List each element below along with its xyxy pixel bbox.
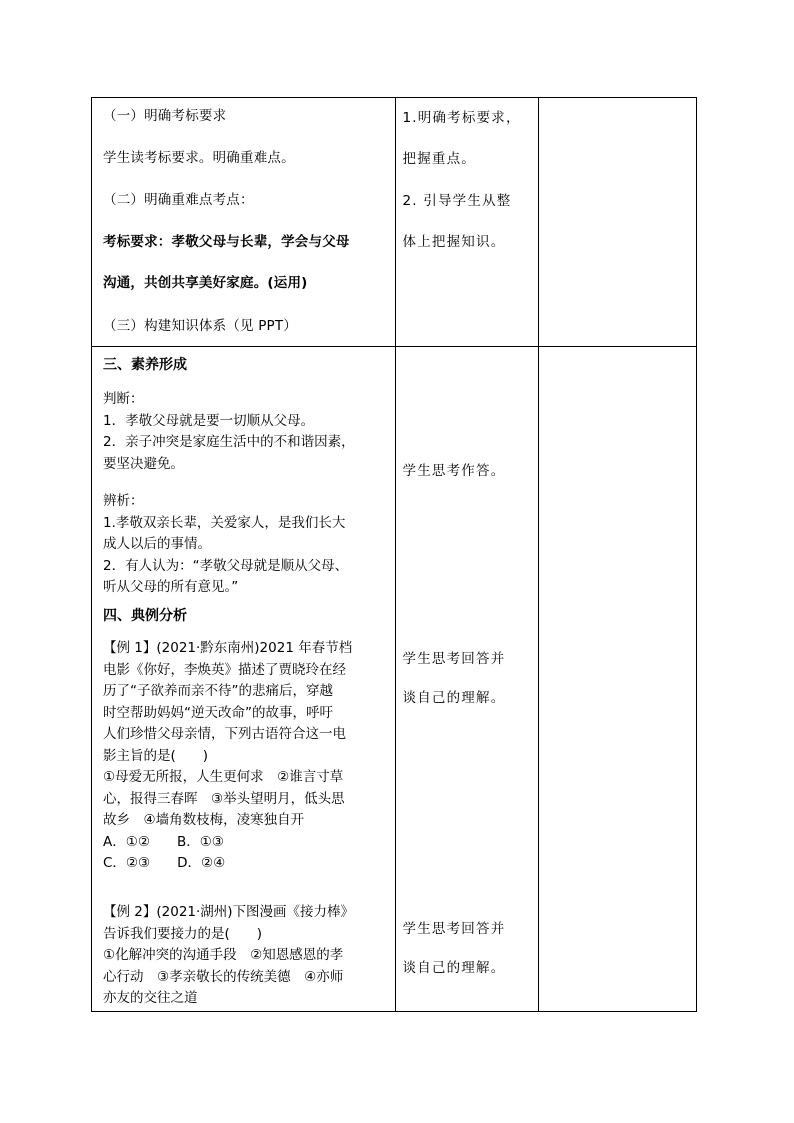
example-1-line: 时空帮助妈妈“逆天改命”的故事，呼吁 — [103, 704, 333, 721]
design-intent-cell — [395, 98, 538, 347]
intent-item-1-line-2: 把握重点。 — [402, 151, 476, 167]
example-1-response-line-1: 学生思考回答并 — [402, 651, 506, 667]
example-2-response-line-1: 学生思考回答并 — [402, 921, 506, 937]
intent-item-1-line-1: 1.明确考标要求， — [402, 110, 521, 126]
example-1-line: 故乡 ④墙角数枝梅，凌寒独自开 — [103, 812, 305, 828]
intent-item-2-line-1: 2. 引导学生从整 — [402, 193, 512, 209]
table-row — [92, 347, 697, 1012]
design-intent-cell — [395, 347, 538, 1012]
example-2-line: 告诉我们要接力的是( ) — [103, 925, 263, 942]
analyze-item-2-line-2: 听从父母的所有意见。” — [103, 579, 239, 595]
section-2-heading: （二）明确重难点考点： — [103, 192, 254, 208]
example-1-option-line: C．②③ D．②④ — [103, 855, 226, 871]
table-row — [92, 98, 697, 347]
judge-label: 判断： — [103, 391, 144, 407]
section-3-heading: （三）构建知识体系（见 PPT） — [103, 318, 298, 334]
example-2-line: 亦友的交往之道 — [103, 990, 198, 1006]
example-2-line: ①化解冲突的沟通手段 ②知恩感恩的孝 — [103, 947, 344, 963]
notes-cell — [538, 98, 696, 347]
analyze-item-1-line-1: 1.孝敬双亲长辈，关爱家人，是我们长大 — [103, 514, 346, 531]
example-1-line: 电影《你好，李焕英》描述了贾晓玲在经 — [103, 661, 346, 678]
exam-standard-line-1: 考标要求：孝敬父母与长辈，学会与父母 — [103, 234, 350, 250]
example-1-line: 心，报得三春晖 ③举头望明月，低头思 — [103, 790, 345, 807]
example-1-option-line: A．①② B．①③ — [103, 833, 224, 850]
lesson-plan-table — [91, 97, 697, 1012]
teaching-content-cell — [92, 98, 396, 347]
analyze-block — [103, 491, 388, 599]
analyze-item-1-line-2: 成人以后的事情。 — [103, 536, 211, 552]
analyze-item-2-line-1: 2．有人认为：“孝敬父母就是顺从父母、 — [103, 557, 349, 574]
student-activity-think: 学生思考作答。 — [402, 463, 506, 479]
example-1-response-line-2: 谈自己的理解。 — [402, 690, 506, 706]
section-4-title: 四、典例分析 — [103, 608, 187, 624]
example-2-response-line-2: 谈自己的理解。 — [402, 960, 506, 976]
section-1-heading: （一）明确考标要求 — [103, 108, 227, 124]
example-1-line: 【例 1】(2021·黔东南州)2021 年春节档 — [103, 640, 353, 656]
example-1-line: 人们珍惜父母亲情，下列古语符合这一电 — [103, 726, 346, 742]
example-1-line: 影主旨的是( ) — [103, 747, 209, 764]
judge-item-2-line-1: 2．亲子冲突是家庭生活中的不和谐因素， — [103, 434, 355, 450]
analyze-label: 辨析： — [103, 493, 144, 509]
example-1-block — [103, 638, 388, 875]
judge-item-2-line-2: 要坚决避免。 — [103, 455, 184, 472]
example-2-line: 【例 2】(2021·湖州)下图漫画《接力棒》 — [103, 904, 355, 920]
exam-standard-line-2: 沟通，共创共享美好家庭。(运用) — [103, 275, 308, 291]
notes-cell — [538, 347, 696, 1012]
example-2-block — [103, 902, 388, 1010]
section-3-title: 三、素养形成 — [103, 357, 187, 373]
example-2-line: 心行动 ③孝亲敬长的传统美德 ④亦师 — [103, 968, 344, 985]
judge-item-1: 1．孝敬父母就是要一切顺从父母。 — [103, 412, 315, 429]
example-1-line: 历了“子欲养而亲不待”的悲痛后，穿越 — [103, 683, 333, 699]
example-1-line: ①母爱无所报，人生更何求 ②谁言寸草 — [103, 769, 344, 785]
intent-item-2-line-2: 体上把握知识。 — [402, 234, 506, 250]
teaching-content-cell — [92, 347, 396, 1012]
section-1-text: 学生读考标要求。明确重难点。 — [103, 150, 295, 166]
judge-block — [103, 389, 388, 475]
